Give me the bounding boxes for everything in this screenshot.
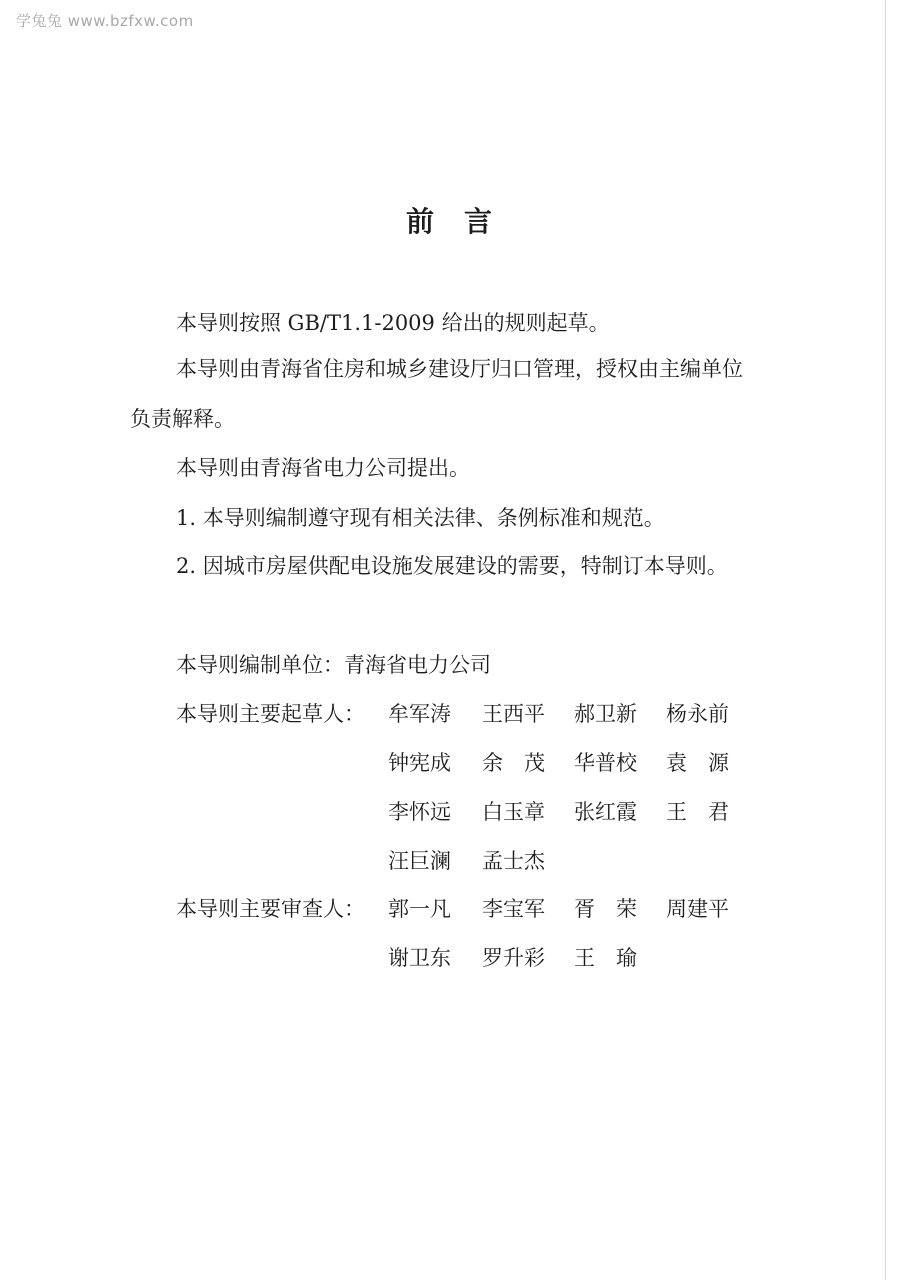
- drafter-name: 钟宪成: [388, 751, 451, 775]
- reviewer-name: 胥 荣: [574, 897, 637, 921]
- drafter-name: 牟军涛: [388, 702, 451, 726]
- reviewer-name: 李宝军: [482, 897, 545, 921]
- drafter-name: 华普校: [574, 751, 637, 775]
- watermark: 学兔兔 www.bzfxw.com: [16, 12, 194, 30]
- reviewer-name: 谢卫东: [388, 946, 451, 970]
- drafter-name: 袁 源: [666, 751, 729, 775]
- drafter-name: 李怀远: [388, 800, 451, 824]
- drafter-name: 王西平: [482, 702, 545, 726]
- page-title: 前言: [405, 205, 522, 238]
- reviewer-name: 郭一凡: [388, 897, 451, 921]
- drafter-name: 汪巨澜: [388, 849, 451, 873]
- paragraph-management: 本导则由青海省住房和城乡建设厅归口管理，授权由主编单位负责解释。: [130, 357, 743, 431]
- paragraph-compiling-unit: 本导则编制单位：青海省电力公司: [176, 653, 491, 677]
- paragraph-proposer: 本导则由青海省电力公司提出。: [176, 456, 470, 480]
- drafter-name: 郝卫新: [574, 702, 637, 726]
- paragraph-drafting-rules: 本导则按照 GB/T1.1-2009 给出的规则起草。: [176, 311, 610, 335]
- reviewer-name: 罗升彩: [482, 946, 545, 970]
- drafter-name: 孟士杰: [482, 849, 545, 873]
- drafter-name: 王 君: [666, 800, 729, 824]
- reviewer-name: 周建平: [666, 897, 729, 921]
- drafter-name: 白玉章: [482, 800, 545, 824]
- drafter-name: 杨永前: [666, 702, 729, 726]
- reviewer-name: 王 瑜: [574, 946, 637, 970]
- reviewers-label: 本导则主要审查人：: [176, 897, 365, 921]
- drafters-label: 本导则主要起草人：: [176, 702, 365, 726]
- paragraph-item-1: 1. 本导则编制遵守现有相关法律、条例标准和规范。: [176, 506, 665, 530]
- drafter-name: 张红霞: [574, 800, 637, 824]
- page-edge-line: [885, 0, 886, 1280]
- drafter-name: 余 茂: [482, 751, 545, 775]
- paragraph-item-2: 2. 因城市房屋供配电设施发展建设的需要，特制订本导则。: [176, 554, 728, 578]
